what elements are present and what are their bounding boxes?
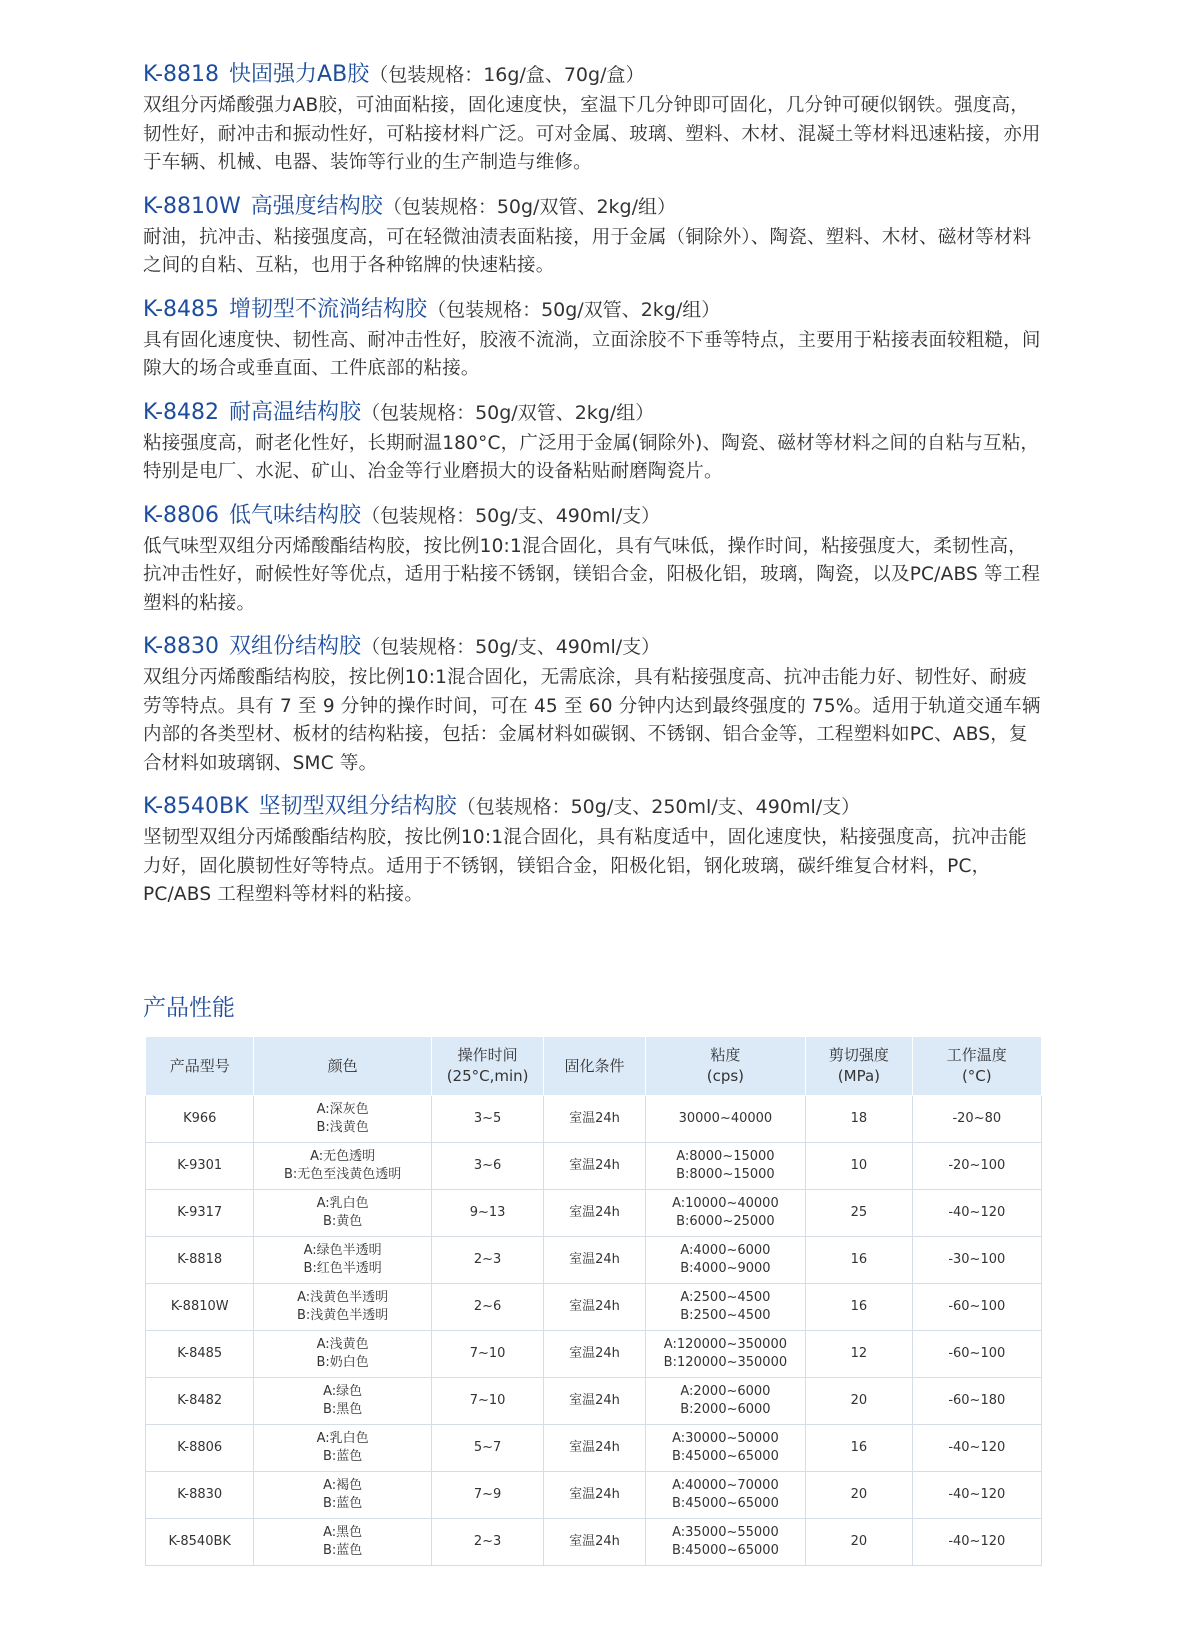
table-cell (544, 1096, 645, 1143)
cell-text: B:4000~9000 (680, 1261, 771, 1276)
cell-text: B:无色至浅黄色透明 (283, 1167, 402, 1182)
table-cell (254, 1519, 431, 1566)
cell-text: K-8482 (177, 1393, 223, 1408)
product-code: K-8540BK (143, 794, 249, 819)
product-name: 坚韧型双组分结构胶 (258, 794, 457, 819)
table-cell (806, 1237, 912, 1284)
table-row (146, 1143, 1042, 1190)
cell-text: A:2500~4500 (680, 1290, 771, 1305)
product-spec: （包装规格：50g/双管、2kg/组） (427, 298, 721, 321)
table-cell (645, 1519, 806, 1566)
cell-text: 室温24h (569, 1111, 620, 1126)
table-cell (146, 1190, 254, 1237)
cell-text: 9~13 (469, 1205, 506, 1220)
header-text: 固化条件 (564, 1056, 625, 1075)
table-row (146, 1425, 1042, 1472)
table-cell (645, 1331, 806, 1378)
cell-text: B:45000~65000 (671, 1543, 779, 1558)
table-cell (544, 1284, 645, 1331)
cell-text: -40~120 (948, 1534, 1006, 1549)
product-spec: （包装规格：50g/支、490ml/支） (361, 636, 661, 658)
cell-text: 20 (850, 1393, 868, 1408)
header-text: (°C) (961, 1067, 992, 1085)
cell-text: -60~100 (948, 1299, 1006, 1314)
cell-text: 18 (850, 1111, 868, 1126)
performance-table (145, 1036, 1042, 1566)
cell-text: A:120000~350000 (663, 1337, 787, 1352)
cell-text: A:浅黄色 (316, 1337, 369, 1352)
cell-text: B:蓝色 (322, 1449, 363, 1464)
header-text: 操作时间 (457, 1046, 518, 1064)
table-cell (544, 1143, 645, 1190)
cell-text: -60~100 (948, 1346, 1006, 1361)
cell-text: B:45000~65000 (671, 1496, 779, 1511)
table-cell (912, 1425, 1041, 1472)
table-cell (146, 1425, 254, 1472)
cell-text: B:红色半透明 (303, 1261, 382, 1276)
product-block (143, 630, 1043, 778)
table-cell (544, 1190, 645, 1237)
table-cell (146, 1143, 254, 1190)
table-cell (544, 1378, 645, 1425)
product-name: 增韧型不流淌结构胶 (229, 296, 428, 322)
performance-section-title: 产品性能 (143, 995, 235, 1021)
table-cell (912, 1331, 1041, 1378)
table-cell (912, 1472, 1041, 1519)
product-description: 坚韧型双组分丙烯酸酯结构胶，按比例10:1混合固化，具有粘度适中，固化速度快，粘接强度高，抗冲击能力好，固化膜韧性好等特点。适用于不锈钢，镁铝合金，阳极化铝，钢化玻璃，碳纤维复合材料，PC，PC/ABS 工程塑料等材料的粘接。 (143, 827, 1027, 905)
cell-text: 7~10 (469, 1346, 506, 1361)
table-cell (645, 1237, 806, 1284)
cell-text: -20~100 (948, 1158, 1006, 1173)
cell-text: -40~120 (948, 1487, 1006, 1502)
table-cell (645, 1284, 806, 1331)
product-description: 双组分丙烯酸强力AB胶，可油面粘接，固化速度快，室温下几分钟即可固化，几分钟可硬似钢铁。强度高，韧性好，耐冲击和振动性好，可粘接材料广泛。可对金属、玻璃、塑料、木材、混凝土等材料迅速粘接，亦用于车辆、机械、电器、装饰等行业的生产制造与维修。 (143, 95, 1041, 173)
product-name: 高强度结构胶 (250, 193, 383, 219)
table-cell (806, 1284, 912, 1331)
cell-text: 10 (850, 1158, 868, 1173)
cell-text: A:绿色 (323, 1384, 363, 1399)
table-cell (254, 1237, 431, 1284)
product-title (143, 293, 1043, 327)
cell-text: 室温24h (569, 1393, 620, 1408)
product-code: K-8485 (143, 296, 220, 322)
table-cell (806, 1472, 912, 1519)
cell-text: A:30000~50000 (672, 1431, 779, 1446)
cell-text: A:2000~6000 (680, 1384, 771, 1399)
cell-text: 12 (850, 1346, 868, 1361)
product-code: K-8830 (143, 634, 220, 659)
product-description: 双组分丙烯酸酯结构胶，按比例10:1混合固化，无需底涂，具有粘接强度高、抗冲击能力好、韧性好、耐疲劳等特点。具有 7 至 9 分钟的操作时间，可在 45 至 60 分钟内达到最终强度的 75%。适用于轨道交通车辆内部的各类型材、板材的结构粘接，包括：金属材料如碳钢、不锈钢、铝合金等，工程塑料如PC、ABS，复合材料如玻璃钢、SMC 等。 (143, 667, 1041, 774)
cell-text: 室温24h (569, 1299, 620, 1314)
cell-text: B:8000~15000 (676, 1167, 775, 1182)
cell-text: K-8485 (177, 1346, 223, 1361)
cell-text: K-8806 (177, 1440, 223, 1455)
cell-text: A:褐色 (323, 1478, 363, 1493)
cell-text: B:2500~4500 (680, 1308, 771, 1323)
table-header-cell (254, 1037, 431, 1096)
table-cell (806, 1096, 912, 1143)
table-header-cell (431, 1037, 544, 1096)
cell-text: K-8830 (177, 1487, 223, 1502)
cell-text: -30~100 (948, 1252, 1006, 1267)
product-name: 低气味结构胶 (229, 502, 362, 528)
table-cell (912, 1237, 1041, 1284)
table-cell (431, 1378, 544, 1425)
table-cell (912, 1190, 1041, 1237)
cell-text: A:8000~15000 (676, 1149, 775, 1164)
table-cell (645, 1143, 806, 1190)
product-spec: （包装规格：50g/支、490ml/支） (361, 504, 661, 527)
product-spec: （包装规格：50g/支、250ml/支、490ml/支） (456, 796, 861, 818)
table-header-cell (146, 1037, 254, 1096)
cell-text: 16 (850, 1299, 868, 1314)
table-row (146, 1190, 1042, 1237)
table-cell (806, 1331, 912, 1378)
cell-text: 25 (850, 1205, 868, 1220)
table-cell (912, 1284, 1041, 1331)
cell-text: A:乳白色 (316, 1196, 369, 1211)
table-cell (544, 1472, 645, 1519)
cell-text: B:2000~6000 (680, 1402, 771, 1417)
table-row (146, 1378, 1042, 1425)
table-cell (431, 1284, 544, 1331)
product-block (143, 790, 1043, 910)
cell-text: A:浅黄色半透明 (297, 1290, 389, 1305)
product-spec: （包装规格：50g/双管、2kg/组） (382, 195, 677, 218)
product-spec: （包装规格：16g/盒、70g/盒） (369, 64, 645, 86)
cell-text: B:45000~65000 (671, 1449, 779, 1464)
table-cell (254, 1190, 431, 1237)
cell-text: K-9317 (177, 1205, 223, 1220)
table-row (146, 1519, 1042, 1566)
table-cell (431, 1331, 544, 1378)
table-row (146, 1096, 1042, 1143)
table-cell (544, 1331, 645, 1378)
product-block (143, 396, 1043, 487)
product-title (143, 396, 1043, 430)
header-text: (cps) (706, 1067, 745, 1085)
table-cell (645, 1472, 806, 1519)
product-title (143, 790, 1043, 824)
cell-text: A:10000~40000 (672, 1196, 779, 1211)
product-name: 耐高温结构胶 (229, 399, 362, 425)
table-cell (146, 1284, 254, 1331)
table-cell (431, 1237, 544, 1284)
product-title (143, 630, 1043, 664)
table-cell (146, 1378, 254, 1425)
table-cell (912, 1096, 1041, 1143)
cell-text: -20~80 (952, 1111, 1002, 1126)
cell-text: 2~3 (473, 1252, 502, 1267)
table-cell (146, 1237, 254, 1284)
table-cell (254, 1143, 431, 1190)
cell-text: 20 (850, 1534, 868, 1549)
table-row (146, 1472, 1042, 1519)
cell-text: A:无色透明 (310, 1149, 376, 1164)
cell-text: A:4000~6000 (680, 1243, 771, 1258)
header-text: 颜色 (327, 1056, 358, 1075)
table-cell (254, 1284, 431, 1331)
table-header-cell (544, 1037, 645, 1096)
product-code: K-8818 (143, 62, 220, 87)
table-cell (146, 1472, 254, 1519)
cell-text: A:35000~55000 (672, 1525, 779, 1540)
cell-text: A:绿色半透明 (303, 1243, 382, 1258)
header-text: 粘度 (710, 1046, 741, 1064)
table-cell (912, 1378, 1041, 1425)
cell-text: 5~7 (473, 1440, 502, 1455)
cell-text: 室温24h (569, 1487, 620, 1502)
cell-text: 2~6 (473, 1299, 502, 1314)
header-text: 剪切强度 (828, 1046, 889, 1064)
table-cell (431, 1472, 544, 1519)
table-cell (645, 1096, 806, 1143)
cell-text: B:黑色 (322, 1402, 363, 1417)
cell-text: B:黄色 (322, 1214, 363, 1229)
cell-text: -40~120 (948, 1440, 1006, 1455)
table-cell (806, 1143, 912, 1190)
cell-text: 7~10 (469, 1393, 506, 1408)
cell-text: 室温24h (569, 1158, 620, 1173)
product-block (143, 499, 1043, 619)
table-row (146, 1237, 1042, 1284)
cell-text: B:蓝色 (322, 1496, 363, 1511)
product-title (143, 190, 1043, 224)
product-description: 耐油，抗冲击、粘接强度高，可在轻微油渍表面粘接，用于金属（铜除外）、陶瓷、塑料、木材、磁材等材料之间的自粘、互粘，也用于各种铭牌的快速粘接。 (143, 226, 1032, 276)
table-cell (254, 1096, 431, 1143)
product-description: 低气味型双组分丙烯酸酯结构胶，按比例10:1混合固化，具有气味低，操作时间，粘接强度大，柔韧性高，抗冲击性好，耐候性好等优点，适用于粘接不锈钢，镁铝合金，阳极化铝，玻璃，陶瓷，以及PC/ABS 等工程塑料的粘接。 (143, 535, 1041, 614)
cell-text: K-8810W (170, 1299, 229, 1314)
header-text: (MPa) (837, 1067, 881, 1085)
table-header-cell (645, 1037, 806, 1096)
table-cell (431, 1096, 544, 1143)
table-header-cell (806, 1037, 912, 1096)
table-cell (544, 1425, 645, 1472)
table-header-cell (912, 1037, 1041, 1096)
cell-text: B:蓝色 (322, 1543, 363, 1558)
cell-text: -60~180 (948, 1393, 1006, 1408)
product-name: 双组份结构胶 (229, 634, 362, 659)
cell-text: K-8540BK (168, 1534, 231, 1549)
header-text: 产品型号 (169, 1056, 230, 1075)
cell-text: A:40000~70000 (672, 1478, 779, 1493)
table-cell (146, 1331, 254, 1378)
product-block (143, 293, 1043, 384)
table-cell (544, 1519, 645, 1566)
cell-text: 室温24h (569, 1440, 620, 1455)
header-text: 工作温度 (946, 1046, 1007, 1064)
table-cell (146, 1519, 254, 1566)
table-cell (544, 1237, 645, 1284)
cell-text: B:奶白色 (316, 1355, 369, 1370)
cell-text: 室温24h (569, 1252, 620, 1267)
cell-text: A:深灰色 (316, 1102, 369, 1117)
table-cell (431, 1425, 544, 1472)
cell-text: B:6000~25000 (676, 1214, 775, 1229)
table-cell (912, 1519, 1041, 1566)
table-cell (912, 1143, 1041, 1190)
table-cell (806, 1378, 912, 1425)
product-list (143, 58, 1043, 922)
product-description: 粘接强度高，耐老化性好，长期耐温180°C，广泛用于金属(铜除外)、陶瓷、磁材等材料之间的自粘与互粘，特别是电厂、水泥、矿山、冶金等行业磨损大的设备粘贴耐磨陶瓷片。 (143, 432, 1040, 482)
table-cell (645, 1378, 806, 1425)
table-cell (431, 1143, 544, 1190)
table-cell (431, 1190, 544, 1237)
table-cell (431, 1519, 544, 1566)
table-cell (645, 1425, 806, 1472)
table-cell (645, 1190, 806, 1237)
cell-text: B:浅黄色半透明 (296, 1308, 389, 1323)
product-description: 具有固化速度快、韧性高、耐冲击性好，胶液不流淌，立面涂胶不下垂等特点，主要用于粘接表面较粗糙，间隙大的场合或垂直面、工件底部的粘接。 (143, 329, 1041, 379)
cell-text: 3~5 (473, 1111, 502, 1126)
cell-text: A:黑色 (323, 1525, 363, 1540)
product-name: 快固强力AB胶 (229, 62, 370, 87)
product-title (143, 499, 1043, 533)
cell-text: 室温24h (569, 1534, 620, 1549)
table-cell (806, 1190, 912, 1237)
cell-text: B:浅黄色 (316, 1120, 369, 1135)
cell-text: A:乳白色 (316, 1431, 369, 1446)
table-header-row (146, 1037, 1042, 1096)
cell-text: 16 (850, 1440, 868, 1455)
cell-text: K-9301 (177, 1158, 223, 1173)
cell-text: -40~120 (948, 1205, 1006, 1220)
cell-text: 20 (850, 1487, 868, 1502)
table-cell (254, 1331, 431, 1378)
cell-text: 16 (850, 1252, 868, 1267)
table-cell (146, 1096, 254, 1143)
table-row (146, 1331, 1042, 1378)
product-block (143, 190, 1043, 281)
product-code: K-8482 (143, 399, 220, 425)
table-row (146, 1284, 1042, 1331)
product-title (143, 58, 1043, 92)
header-text: (25°C,min) (446, 1067, 529, 1085)
cell-text: K966 (183, 1111, 217, 1126)
cell-text: 2~3 (473, 1534, 502, 1549)
cell-text: 7~9 (473, 1487, 502, 1502)
product-code: K-8810W (143, 193, 241, 219)
cell-text: 室温24h (569, 1346, 620, 1361)
table-cell (806, 1519, 912, 1566)
cell-text: 3~6 (473, 1158, 502, 1173)
table-cell (254, 1425, 431, 1472)
cell-text: 室温24h (569, 1205, 620, 1220)
product-block (143, 58, 1043, 178)
table-cell (254, 1378, 431, 1425)
product-spec: （包装规格：50g/双管、2kg/组） (361, 401, 655, 424)
cell-text: 30000~40000 (678, 1111, 773, 1126)
product-code: K-8806 (143, 502, 220, 528)
table-cell (254, 1472, 431, 1519)
cell-text: K-8818 (177, 1252, 223, 1267)
table-cell (806, 1425, 912, 1472)
cell-text: B:120000~350000 (663, 1355, 788, 1370)
